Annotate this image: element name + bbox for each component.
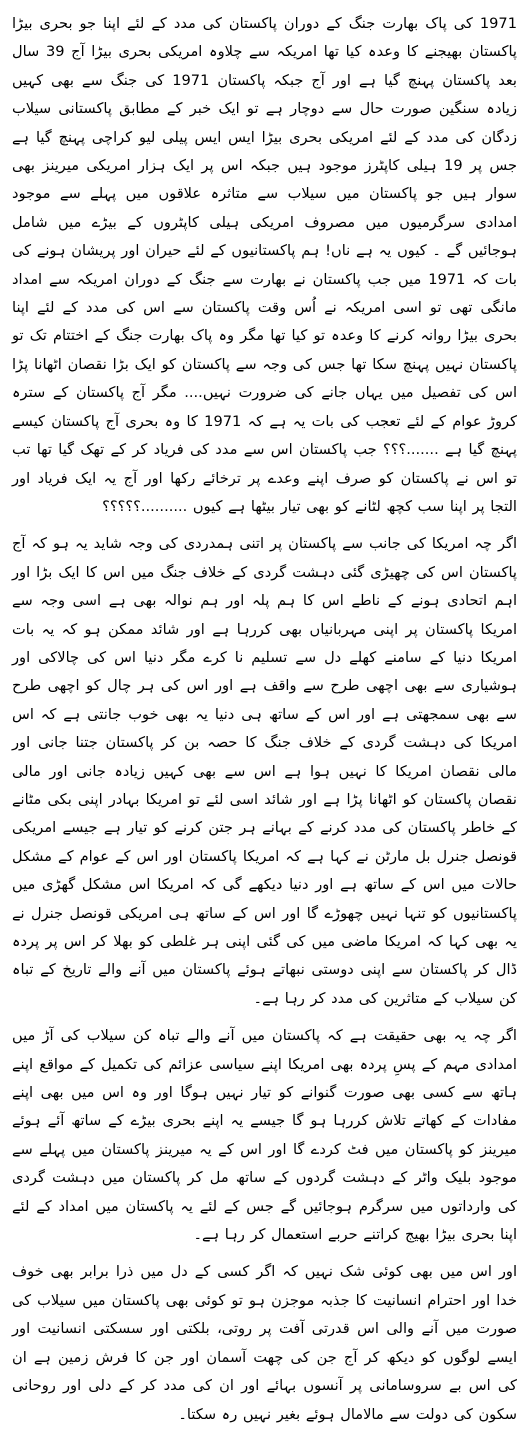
article-paragraph-1: 1971 کی پاک بھارت جنگ کے دوران پاکستان کی مدد کے لئے اپنا جو بحری بیڑا پاکستان بھیجنے کا وعدہ کیا تھا امریکہ سے چلاوہ امریکی بحری بیڑا آج 39 سال بعد پاکستان پہنچ گیا ہے اور آج جبکہ پاکستان 1971 کی جنگ سے بھی کہیں زیادہ سنگین صورت حال سے دوچار ہے تو ایک خبر کے مطابق پاکستانی سیلاب زدگان کی مدد کے لئے امریکی بحری بیڑا ایس ایس پیلی لیو کراچی پہنچ گیا ہے جس پر 19 ہیلی کاپٹرز موجود ہیں جبکہ اس پر ایک ہزار امریکی میرینز بھی سوار ہیں جو پاکستان میں سیلاب سے متاثرہ علاقوں میں پہلے سے موجود امدادی سرگرمیوں میں مصروف امریکی ہیلی کاپٹروں کے بیڑے میں شامل ہوجائیں گے ۔ کیوں یہ ہے ناں! ہم پاکستانیوں کے لئے حیران اور پریشان ہونے کی بات کہ 1971 میں جب پاکستان نے بھارت سے جنگ کے دوران امریکہ سے امداد مانگی تھی تو اسی امریکہ نے اُس وقت پاکستان سے اس کی مدد کے لئے اپنا بحری بیڑا روانہ کرنے کا وعدہ تو کیا تھا مگر وہ پاک بھارت جنگ کے اختتام تک تو پاکستان نہیں پہنچ سکا تھا جس کی وجہ سے پاکستان کو ایک بڑا نقصان اٹھانا پڑا اس کی تفصیل میں یہاں جانے کی ضرورت نہیں.... مگر آج پاکستان کے سترہ کروڑ عوام کے لئے تعجب کی بات یہ ہے کہ 1971 کا وہ بحری آج پاکستان کیسے پہنچ گیا ہے .......؟؟؟ جب پاکستان اس سے مدد کی فریاد کر کے تھک گیا تھا تب تو اس نے پاکستان کو صرف اپنے وعدے پر ترخائے رکھا اور آج یہ ایک فریاد اور التجا پر اپنا سب کچھ لٹانے کو بھی تیار بیٹھا ہے کیوں ..........؟؟؟؟؟	[12, 15, 517, 515]
article-paragraph-2: اگر چہ امریکا کی جانب سے پاکستان پر اتنی ہمدردی کی وجہ شاید یہ ہو کہ آج پاکستان اس کی چھیڑی گئی دہشت گردی کے خلاف جنگ میں اس کا ایک بڑا اور اہم اتحادی ہونے کے ناطے اس کا ہم پلہ اور ہم نوالہ بھی ہے اسی وجہ سے امریکا پاکستان پر اپنی مہربانیاں بھی کررہا ہے اور شائد ممکن ہو کہ یہ بات امریکا دنیا کے سامنے کھلے دل سے تسلیم نا کرے مگر دنیا اس کی چالاکی اور ہوشیاری سے بھی اچھی طرح سے واقف ہے اور اس کی ہر چال کو اچھی طرح سے بھی سمجھتی ہے اور اس کے ساتھ ہی دنیا یہ بھی خوب جانتی ہے کہ اس امریکا کی دہشت گردی کے خلاف جنگ کا حصہ بن کر پاکستان جتنا جانی اور مالی نقصان امریکا کا نہیں ہوا ہے اس سے بھی کہیں زیادہ جانی اور مالی نقصان پاکستان کو اٹھانا پڑا ہے اور شائد اسی لئے تو امریکا بہادر اپنی بکی مٹانے کے خاطر پاکستان کی مدد کرنے کے بہانے ہر جتن کرنے کو تیار ہے جیسے امریکی قونصل جنرل بل مارٹن نے کہا ہے کہ امریکا پاکستان اور اس کے عوام کے مشکل حالات میں اس کے ساتھ ہے اور دنیا دیکھے گی کہ امریکا اس مشکل گھڑی میں پاکستانیوں کو تنہا نہیں چھوڑے گا اور اس کے ساتھ ہی امریکی قونصل جنرل نے یہ بھی کہا کہ امریکا ماضی میں کی گئی اپنی ہر غلطی کو بھلا کر اس پر پردہ ڈال کر پاکستان سے اپنی دوستی نبھاتے ہوئے پاکستان میں آنے والے تاریخ کے تباہ کن سیلاب کے متاثرین کی مدد کر رہا ہے۔	[12, 535, 517, 1007]
article-paragraph-3: اگر چہ یہ بھی حقیقت ہے کہ پاکستان میں آنے والے تباہ کن سیلاب کی آڑ میں امدادی مہم کے پسِ پردہ بھی امریکا اپنے سیاسی عزائم کی تکمیل کے مواقع اپنے ہاتھ سے کسی بھی صورت گنوانے کو تیار نہیں ہوگا اور وہ اس میں بھی اپنے مفادات کے کھاتے تلاش کررہا ہو گا جیسے یہ اپنے بحری بیڑے کے ساتھ آئے ہوئے میرینز کو پاکستان میں فٹ کردے گا اور اس کے یہ میرینز پاکستان میں پہلے سے موجود بلیک واٹر کے دہشت گردوں کے ساتھ مل کر پاکستان میں دہشت گردی کی وارداتوں میں سرگرم ہوجائیں گے جس کے لئے یہ پاکستان میں امداد کے لئے اپنا بحری بیڑا بھیج کراتنے حربے استعمال کر رہا ہے۔	[12, 1027, 517, 1244]
article-paragraph-4: اور اس میں بھی کوئی شک نہیں کہ اگر کسی کے دل میں ذرا برابر بھی خوف خدا اور احترام انسانیت کا جذبہ موجزن ہو تو کوئی بھی پاکستان میں سیلاب کی صورت میں آنے والی اس قدرتی آفت پر روتی، بلکتی اور سسکتی انسانیت اور ایسے لوگوں کو دیکھ کر آج جن کی چھت آسمان اور جن کا فرش زمین ہے ان کی اس بے سروسامانی پر آنسوں بہائے اور ان کی مدد کر کے دلی اور روحانی سکون کی دولت سے مالامال ہوئے بغیر نہیں رہ سکتا۔	[12, 1263, 517, 1423]
